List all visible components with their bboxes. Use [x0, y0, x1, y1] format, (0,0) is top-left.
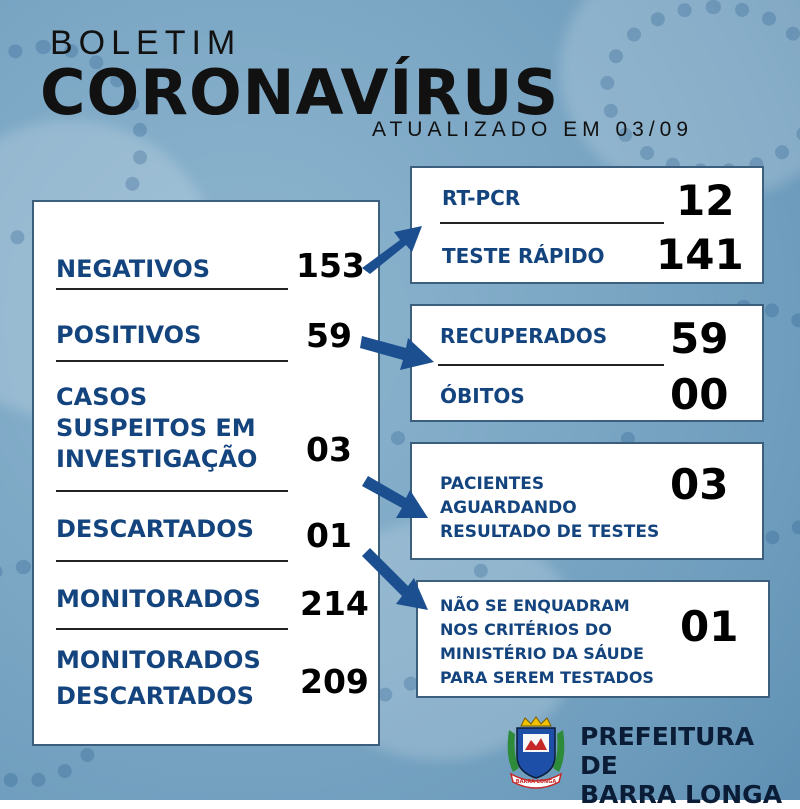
divider — [56, 560, 288, 562]
waiting-panel — [410, 442, 764, 560]
criteria-label — [440, 594, 654, 690]
recuperados-value: 59 — [670, 314, 729, 363]
city-crest-icon — [503, 716, 569, 790]
criteria-label-line3: MINISTÉRIO DA SÁUDE — [440, 644, 644, 663]
monitorados-descartados-value: 209 — [300, 662, 369, 701]
descartados-label: DESCARTADOS — [56, 515, 254, 543]
svg-text:BARRA LONGA: BARRA LONGA — [515, 779, 557, 785]
negativos-label: NEGATIVOS — [56, 255, 211, 283]
monitorados-value: 214 — [300, 584, 369, 623]
waiting-label-line3: RESULTADO DE TESTES — [440, 522, 660, 542]
obitos-label: ÓBITOS — [440, 384, 525, 408]
arrow-right-icon — [362, 546, 432, 612]
arrow-right-icon — [356, 220, 426, 276]
prefecture-line2: BARRA LONGA — [580, 780, 783, 809]
page-title: CORONAVÍRUS — [40, 56, 560, 129]
update-date: ATUALIZADO EM 03/09 — [372, 118, 694, 141]
outcome-panel — [410, 304, 764, 422]
waiting-label — [440, 472, 659, 544]
positivos-value: 59 — [306, 316, 352, 355]
divider — [56, 490, 288, 492]
criteria-value: 01 — [680, 602, 739, 651]
waiting-value: 03 — [670, 460, 729, 509]
recuperados-label: RECUPERADOS — [440, 324, 608, 348]
monitorados-label: MONITORADOS — [56, 585, 261, 613]
bulletin-subtitle: BOLETIM — [50, 24, 242, 62]
waiting-label-line1: PACIENTES — [440, 474, 545, 494]
monitorados-descartados-label — [56, 642, 261, 714]
suspeitos-label — [56, 382, 257, 475]
divider — [440, 222, 664, 224]
monitorados-descartados-line2: DESCARTADOS — [56, 682, 254, 710]
criteria-label-line2: NOS CRITÉRIOS DO — [440, 620, 612, 639]
divider — [56, 360, 288, 362]
teste-rapido-label: TESTE RÁPIDO — [442, 244, 605, 268]
suspeitos-label-line3: INVESTIGAÇÃO — [56, 445, 258, 473]
waiting-label-line2: AGUARDANDO — [440, 498, 577, 518]
negativos-value: 153 — [296, 246, 365, 285]
descartados-value: 01 — [306, 516, 352, 555]
teste-rapido-value: 141 — [656, 230, 744, 279]
suspeitos-value: 03 — [306, 430, 352, 469]
divider — [56, 628, 288, 630]
rt-pcr-label: RT-PCR — [442, 186, 521, 210]
rt-pcr-value: 12 — [676, 176, 735, 225]
summary-panel — [32, 200, 380, 746]
suspeitos-label-line1: CASOS — [56, 383, 148, 411]
criteria-label-line4: PARA SEREM TESTADOS — [440, 668, 654, 687]
tests-panel — [410, 166, 764, 284]
monitorados-descartados-line1: MONITORADOS — [56, 646, 261, 674]
prefecture-name — [580, 722, 800, 809]
criteria-panel — [416, 580, 770, 698]
suspeitos-label-line2: SUSPEITOS EM — [56, 414, 256, 442]
positivos-label: POSITIVOS — [56, 321, 202, 349]
divider — [56, 288, 288, 290]
criteria-label-line1: NÃO SE ENQUADRAM — [440, 596, 630, 615]
divider — [438, 364, 664, 366]
arrow-right-icon — [362, 470, 430, 522]
obitos-value: 00 — [670, 370, 729, 419]
arrow-right-icon — [360, 326, 436, 374]
prefecture-line1: PREFEITURA DE — [580, 722, 755, 780]
